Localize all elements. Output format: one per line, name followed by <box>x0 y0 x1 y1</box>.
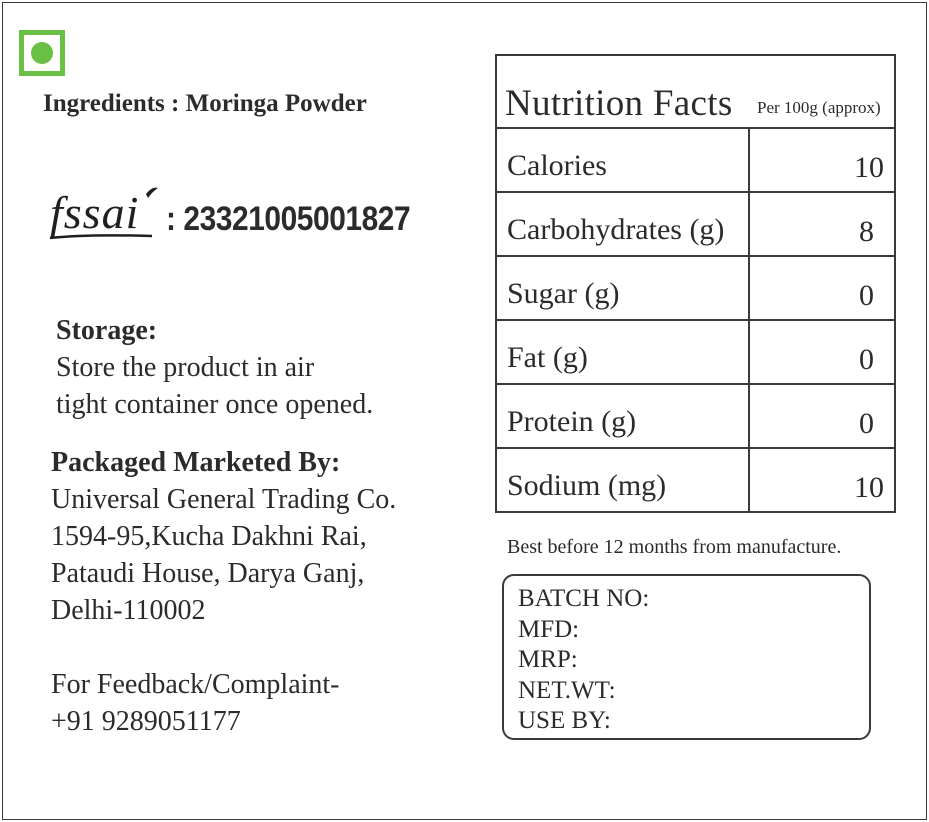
address-line: 1594-95,Kucha Dakhni Rai, <box>51 521 367 552</box>
feedback-section <box>51 666 340 740</box>
ingredients-text: Ingredients : Moringa Powder <box>43 90 367 117</box>
feedback-phone: +91 9289051177 <box>51 706 241 737</box>
nutrient-value: 10 <box>854 151 884 184</box>
veg-symbol-icon <box>19 30 65 76</box>
nutrient-name: Sodium (mg) <box>507 469 667 502</box>
nutrient-name: Fat (g) <box>507 341 588 374</box>
address-line: Pataudi House, Darya Ganj, <box>51 558 365 589</box>
nutrition-row <box>497 257 894 321</box>
column-divider <box>748 321 750 383</box>
nutrient-name: Protein (g) <box>507 405 637 438</box>
batch-no-label: BATCH NO: <box>518 585 650 612</box>
nutrition-row <box>497 193 894 257</box>
mrp-label: MRP: <box>518 646 578 673</box>
nutrient-value: 0 <box>859 407 874 440</box>
nutrient-name: Calories <box>507 149 607 182</box>
nutrition-row <box>497 385 894 449</box>
storage-section <box>56 312 373 423</box>
fssai-number: : 23321005001827 <box>166 200 411 238</box>
feedback-label: For Feedback/Complaint- <box>51 669 340 700</box>
marketed-by-title: Packaged Marketed By: <box>51 447 341 478</box>
marketed-by-section <box>51 444 396 629</box>
nutrition-title: Nutrition Facts <box>505 83 733 124</box>
nutrient-value: 8 <box>859 215 874 248</box>
best-before-text: Best before 12 months from manufacture. <box>507 536 842 558</box>
batch-info-box <box>502 574 871 740</box>
nutrition-row <box>497 321 894 385</box>
veg-dot <box>31 42 53 64</box>
column-divider <box>748 449 750 513</box>
nutrient-value: 0 <box>859 279 874 312</box>
column-divider <box>748 193 750 255</box>
nutrient-name: Carbohydrates (g) <box>507 213 725 246</box>
net-wt-label: NET.WT: <box>518 676 616 704</box>
storage-line: Store the product in air <box>56 352 315 383</box>
fssai-logo-icon <box>48 180 163 244</box>
use-by-label: USE BY: <box>518 707 611 734</box>
nutrition-row <box>497 449 894 513</box>
fssai-logo-text: fssai <box>50 187 140 238</box>
storage-line: tight container once opened. <box>56 389 374 420</box>
address-line: Delhi-110002 <box>51 595 206 626</box>
column-divider <box>748 257 750 319</box>
nutrition-facts-table <box>495 54 896 513</box>
batch-lines <box>518 584 649 737</box>
nutrition-row <box>497 129 894 193</box>
mfd-label: MFD: <box>518 615 580 643</box>
storage-title: Storage: <box>56 315 158 346</box>
nutrient-name: Sugar (g) <box>507 277 620 310</box>
nutrient-value: 10 <box>854 471 884 504</box>
column-divider <box>748 385 750 447</box>
address-line: Universal General Trading Co. <box>51 484 397 515</box>
nutrient-value: 0 <box>859 343 874 376</box>
nutrition-header <box>497 56 894 129</box>
nutrition-per-serving: Per 100g (approx) <box>757 98 881 117</box>
column-divider <box>748 129 750 191</box>
